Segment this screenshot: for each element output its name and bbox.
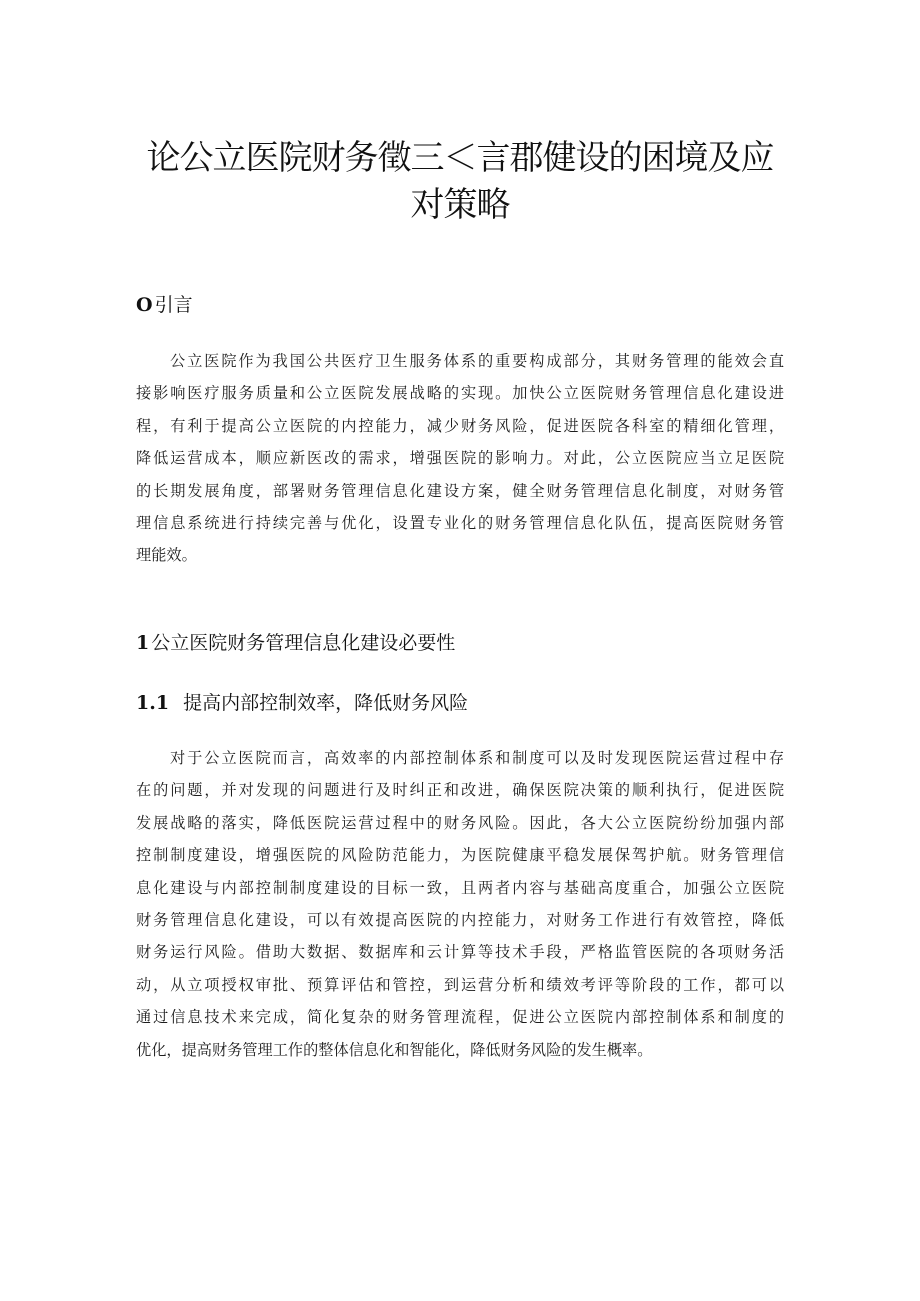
intro-line: 的长期发展角度，部署财务管理信息化建设方案，健全财务管理信息化制度，对财务管 xyxy=(136,481,784,500)
intro-line: 公立医院作为我国公共医疗卫生服务体系的重要构成部分，其财务管理的能效会直 xyxy=(170,352,784,370)
body-line: 息化建设与内部控制制度建设的目标一致，且两者内容与基础高度重合，加强公立医院 xyxy=(136,878,784,897)
section-1-title: 公立医院财务管理信息化建设必要性 xyxy=(151,632,456,654)
section-1-heading xyxy=(136,630,455,656)
body-line: 通过信息技术来完成，简化复杂的财务管理流程，促进公立医院内部控制体系和制度的 xyxy=(136,1008,784,1027)
section-0-number: O xyxy=(136,294,153,316)
intro-paragraph xyxy=(136,345,784,572)
section-1-1-title: 提高内部控制效率，降低财务风险 xyxy=(183,692,469,714)
intro-line: 理信息系统进行持续完善与优化，设置专业化的财务管理信息化队伍，提高医院财务管 xyxy=(136,513,784,532)
section-1-number: 1 xyxy=(136,632,150,654)
body-line: 财务管理信息化建设，可以有效提高医院的内控能力，对财务工作进行有效管控，降低 xyxy=(136,910,784,929)
body-line: 发展战略的落实，降低医院运营过程中的财务风险。因此，各大公立医院纷纷加强内部 xyxy=(136,813,784,832)
body-line: 财务运行风险。借助大数据、数据库和云计算等技术手段，严格监管医院的各项财务活 xyxy=(136,943,784,962)
body-line: 优化，提高财务管理工作的整体信息化和智能化，降低财务风险的发生概率。 xyxy=(136,1040,653,1059)
intro-line: 程，有利于提高公立医院的内控能力，减少财务风险，促进医院各科室的精细化管理， xyxy=(136,416,784,435)
section-1-1-number: 1.1 xyxy=(136,692,170,714)
body-line: 在的问题，并对发现的问题进行及时纠正和改进，确保医院决策的顺利执行，促进医院 xyxy=(136,781,784,800)
body-line: 控制制度建设，增强医院的风险防范能力，为医院健康平稳发展保驾护航。财务管理信 xyxy=(136,846,784,865)
intro-line: 接影响医疗服务质量和公立医院发展战略的实现。加快公立医院财务管理信息化建设进 xyxy=(136,384,784,403)
document-title-line-2: 对策略 xyxy=(410,185,510,225)
document-title-line-1: 论公立医院财务徵三＜言郡健设的困境及应 xyxy=(146,138,774,178)
body-paragraph xyxy=(136,742,784,1066)
intro-line: 降低运营成本，顺应新医改的需求，增强医院的影响力。对此，公立医院应当立足医院 xyxy=(136,449,784,468)
body-line: 对于公立医院而言，高效率的内部控制体系和制度可以及时发现医院运营过程中存 xyxy=(170,749,784,767)
intro-line: 理能效。 xyxy=(136,546,197,565)
section-0-heading xyxy=(136,292,193,318)
section-1-1-heading xyxy=(136,690,468,716)
body-line: 动，从立项授权审批、预算评估和管控，到运营分析和绩效考评等阶段的工作，都可以 xyxy=(136,975,784,994)
section-0-title: 引言 xyxy=(154,294,193,316)
